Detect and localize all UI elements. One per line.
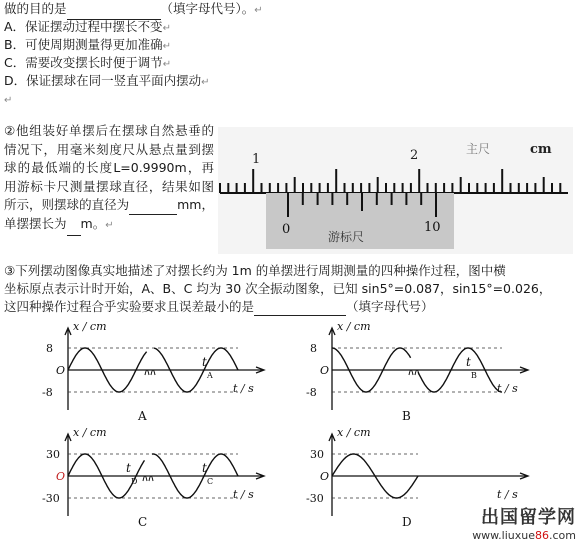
amplitude-label: 30 [310, 448, 324, 461]
q2-text-c: m。 [80, 215, 106, 231]
vernier-number-0: 0 [282, 222, 291, 237]
end-time-subscript: B [471, 371, 477, 380]
origin-label: O [320, 470, 330, 483]
x-axis-label: t / s [233, 382, 254, 395]
end-time-label: t [202, 461, 207, 475]
origin-label: O [56, 364, 66, 377]
vernier-caliper-svg [218, 127, 573, 254]
q2-length-blank[interactable] [67, 221, 81, 236]
amplitude-label: 8 [46, 342, 53, 355]
main-number-2: 2 [410, 148, 419, 163]
negative-amplitude-label: -30 [306, 492, 324, 505]
origin-label: O [56, 470, 66, 483]
q1-suffix: （填字母代号）。 [160, 1, 255, 16]
y-axis-label: x / cm [73, 320, 107, 333]
watermark-text: 出国留学网 [481, 507, 576, 528]
graph-letter: C [138, 515, 148, 529]
q1-option-b: B．可使周期测量得更加准确↵ [4, 37, 171, 52]
graph-letter: A [138, 409, 147, 423]
vernier-scale-label: 游标尺 [328, 230, 365, 244]
x-axis-label: t / s [497, 382, 518, 395]
end-time-label: t [466, 355, 471, 369]
y-axis-label: x / cm [337, 320, 371, 333]
negative-amplitude-label: -8 [42, 386, 53, 399]
graph-letter: B [402, 409, 411, 423]
empty-paragraph: ↵ [4, 95, 13, 106]
x-axis-label: t / s [233, 488, 254, 501]
q3-line-2: 坐标原点表示计时开始，A、B、C 均为 30 次全振动图象，已知 sin5°=0.087，sin15°=0.026， [4, 281, 552, 296]
q1-prefix: 做的目的是 [4, 1, 67, 16]
end-time-subscript: D [131, 477, 138, 486]
q3-answer-blank[interactable] [254, 301, 346, 316]
q2-text-b: mm，单摆摆长为 [4, 197, 214, 231]
amplitude-label: 30 [46, 448, 60, 461]
unit-label: cm [530, 142, 552, 157]
negative-amplitude-label: -8 [306, 386, 317, 399]
q3-line-3: 这四种操作过程合乎实验要求且误差最小的是 （填字母代号） [4, 299, 434, 314]
q1-option-a: A．保证摆动过程中摆长不变↵ [4, 19, 171, 34]
vernier-number-10: 10 [424, 220, 441, 235]
q3-line-1: ③下列摆动图像真实地描述了对摆长约为 1m 的单摆进行周期测量的四种操作过程，图中横 [4, 263, 506, 278]
y-axis-label: x / cm [73, 426, 107, 439]
negative-amplitude-label: -30 [42, 492, 60, 505]
q2-diameter-blank[interactable] [129, 200, 177, 215]
watermark-url: www.liuxue86.com [472, 529, 576, 542]
q2-text-a: ②他组装好单摆后在摆球自然悬垂的情况下，用毫米刻度尺从悬点量到摆球的最低端的长度L=0.9990m，再用游标卡尺测量摆球直径，结果如图所示，则摆球的直径为 [4, 123, 214, 213]
vernier-caliper-figure [218, 127, 573, 254]
q1-option-c: C．需要改变摆长时便于调节↵ [4, 55, 172, 70]
end-time-subscript: C [207, 477, 214, 486]
site-watermark [472, 503, 576, 542]
y-axis-label: x / cm [337, 426, 371, 439]
q1-option-d: D．保证摆球在同一竖直平面内摆动↵ [4, 73, 210, 88]
graph-letter: D [402, 515, 412, 529]
main-number-1: 1 [252, 152, 261, 167]
q2-paragraph: ②他组装好单摆后在摆球自然悬垂的情况下，用毫米刻度尺从悬点量到摆球的最低端的长度L=0.9990m，再用游标卡尺测量摆球直径，结果如图所示，则摆球的直径为 mm，单摆摆长为 m。↵ [4, 122, 214, 236]
amplitude-label: 8 [310, 342, 317, 355]
main-scale-label: 主尺 [466, 142, 491, 156]
end-time-label: t [202, 355, 207, 369]
oscillation-graphs-figure [40, 318, 530, 536]
return-mark: ↵ [254, 5, 263, 16]
x-axis-label: t / s [497, 488, 518, 501]
q1-stem-line [4, 0, 263, 20]
end-time-subscript: A [207, 371, 213, 380]
oscillation-graphs-svg [40, 318, 530, 536]
end-time-label: t [126, 461, 131, 475]
origin-label: O [320, 364, 330, 377]
